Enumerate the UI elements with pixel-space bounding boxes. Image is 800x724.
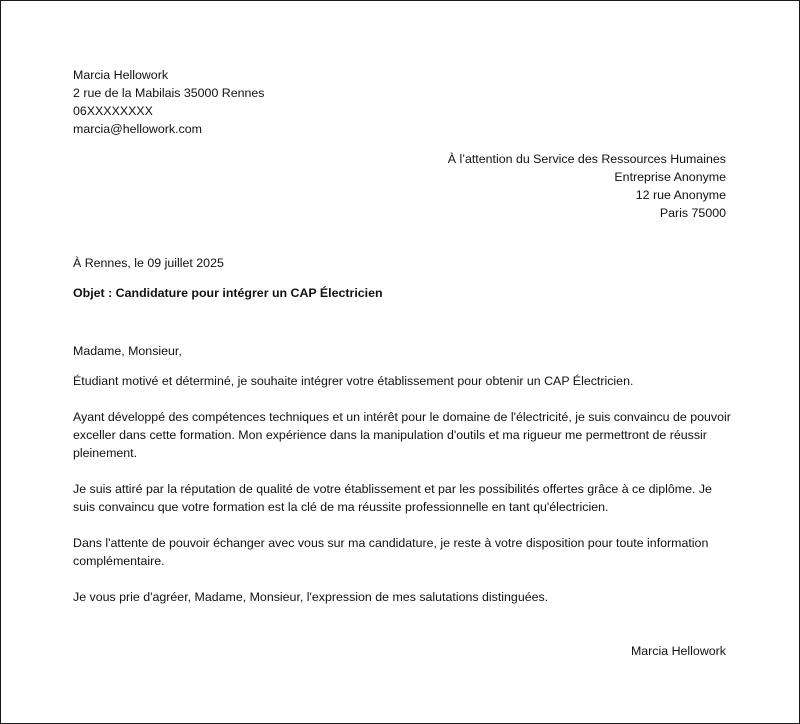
signature: Marcia Hellowork [630,644,726,658]
body-paragraph: Ayant développé des compétences techniques et un intérêt pour le domaine de l'électricité, je suis convaincu de pouvoir exceller dans cette formation. Mon expérience dans la manipulation d'outils et ma rigueur me permettront de réussir pleinement. [73,410,731,460]
recipient-block [448,150,726,222]
sender-phone: 06XXXXXXXX [73,104,153,118]
recipient-company: Entreprise Anonyme [614,170,726,184]
sender-address: 2 rue de la Mabilais 35000 Rennes [73,86,265,100]
body-paragraph: Étudiant motivé et déterminé, je souhaite intégrer votre établissement pour obtenir un CAP Électricien. [73,374,634,388]
body-paragraph: Je suis attiré par la réputation de qualité de votre établissement et par les possibilités offertes grâce à ce diplôme. Je suis convaincu que votre formation est la clé de ma réussite professionnelle en tant qu'électricien. [73,482,712,514]
recipient-street: 12 rue Anonyme [635,188,726,202]
letter-subject: Objet : Candidature pour intégrer un CAP Électricien [73,286,383,300]
closing-paragraph: Je vous prie d'agréer, Madame, Monsieur, l'expression de mes salutations distinguées. [73,590,549,604]
letter-body [73,342,733,624]
sender-name: Marcia Hellowork [73,68,169,82]
body-paragraph: Dans l'attente de pouvoir échanger avec vous sur ma candidature, je reste à votre disposition pour toute information complémentaire. [73,536,709,568]
letter-greeting: Madame, Monsieur, [73,344,182,358]
letter-date: À Rennes, le 09 juillet 2025 [73,256,224,270]
sender-block [73,66,265,138]
recipient-city: Paris 75000 [659,206,726,220]
sender-email: marcia@hellowork.com [73,122,202,136]
recipient-attention: À l’attention du Service des Ressources Humaines [447,152,726,166]
